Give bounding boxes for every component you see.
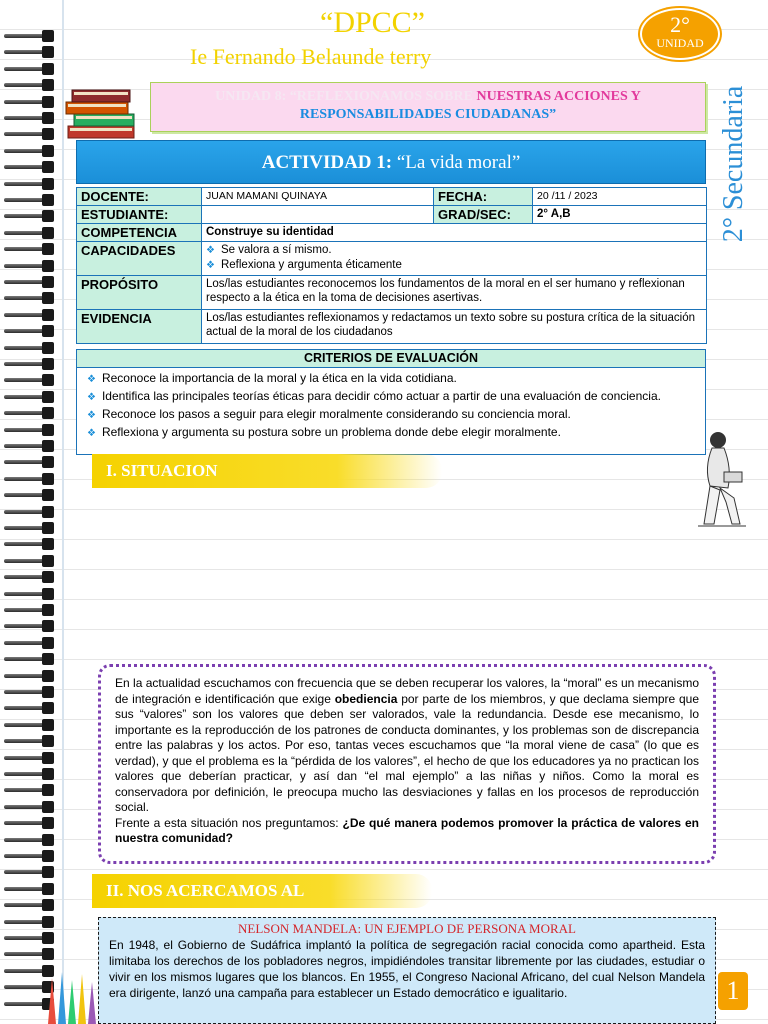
spiral-ring (4, 670, 56, 682)
books-icon (62, 76, 144, 146)
diamond-bullet-icon: ❖ (206, 260, 215, 271)
spiral-ring (4, 112, 56, 124)
section-situacion-banner: I. SITUACION (92, 454, 442, 488)
spiral-ring (4, 834, 56, 846)
diamond-bullet-icon: ❖ (87, 428, 96, 439)
spiral-ring (4, 932, 56, 944)
spiral-ring (4, 292, 56, 304)
spiral-ring (4, 735, 56, 747)
spiral-ring (4, 178, 56, 190)
spiral-ring (4, 817, 56, 829)
capacidades-label: CAPACIDADES (77, 242, 202, 276)
spiral-ring (4, 96, 56, 108)
spiral-ring (4, 784, 56, 796)
criteria-item: ❖ Reconoce los pasos a seguir para elegir moralmente considerando su conciencia moral. (87, 407, 571, 421)
spiral-ring (4, 850, 56, 862)
activity-label: ACTIVIDAD 1: (261, 152, 393, 173)
docente-label: DOCENTE: (77, 188, 202, 206)
spiral-ring (4, 46, 56, 58)
spiral-ring (4, 63, 56, 75)
spiral-ring (4, 801, 56, 813)
diamond-bullet-icon: ❖ (87, 392, 96, 403)
spiral-ring (4, 702, 56, 714)
spiral-ring (4, 571, 56, 583)
reading-student-icon (694, 428, 750, 532)
spiral-ring (4, 358, 56, 370)
spiral-ring (4, 555, 56, 567)
badge-label: UNIDAD (656, 36, 704, 50)
spiral-ring (4, 145, 56, 157)
spiral-ring (4, 243, 56, 255)
situation-paragraph: En la actualidad escuchamos con frecuencia que se deben recuperar los valores, la “moral” es un mecanismo de integración e identificación que exige obediencia por parte de los miembros, y que declama siempre que sus “valores” son los valores que deben ser valorados, vale la redundancia. Desde ese mecanismo, lo importante es la reproducción de los patrones de conducta dominantes, y los problemas son de discrepancia entre las palabras y los actos. Por eso, tantas veces escuchamos que “la moral viene de casa” (lo que es verdad), y que el problema es la “pérdida de los valores”, el hecho de que los educadores ya no practican los valores que deberían practicar, y así dan “el mal ejemplo” a las niñas y niños. Como la moral es conservadora por definición, le preocupa mucho las desviaciones y fallas en los procesos de reproducción social. (115, 676, 699, 814)
capacidad-item: ❖ Reflexiona y argumenta éticamente (206, 259, 402, 271)
grado-label: GRAD/SEC: (434, 206, 533, 224)
spiral-ring (4, 473, 56, 485)
spiral-ring (4, 79, 56, 91)
docente-value: JUAN MAMANI QUINAYA (202, 188, 434, 206)
spiral-binding (0, 30, 62, 1020)
estudiante-field[interactable] (202, 206, 434, 224)
spiral-ring (4, 309, 56, 321)
criteria-item: ❖ Identifica las principales teorías éticas para decidir cómo actuar a partir de una evaluación de conciencia. (87, 389, 661, 403)
margin-line (62, 0, 64, 1024)
criteria-item: ❖ Reconoce la importancia de la moral y la ética en la vida cotidiana. (87, 371, 457, 385)
mandela-text: En 1948, el Gobierno de Sudáfrica implantó la política de segregación racial conocida como apartheid. Esta limitaba los derechos de los pobladores negros, impidiéndoles transitar libremente por las ciudades, estudiar o vivir en los mismos lugares que los blancos. En 1955, el Congreso Nacional Africano, del cual Nelson Mandela era dirigente, lanzó una campaña para establecer un Estado democrático e igualitario. (109, 938, 705, 1000)
mandela-title: NELSON MANDELA: UN EJEMPLO DE PERSONA MORAL (237, 921, 576, 936)
section-acercamos-banner: II. NOS ACERCAMOS AL (92, 874, 432, 908)
spiral-ring (4, 194, 56, 206)
spiral-ring (4, 637, 56, 649)
criteria-item: ❖ Reflexiona y argumenta su postura sobre un problema donde debe elegir moralmente. (87, 425, 561, 439)
spiral-ring (4, 916, 56, 928)
competencia-label: COMPETENCIA (77, 224, 202, 242)
unit-line2: RESPONSABILIDADES CIUDADANAS” (299, 107, 557, 122)
proposito-label: PROPÓSITO (77, 276, 202, 310)
situation-question: Frente a esta situación nos preguntamos: ¿De qué manera podemos promover la práctica de valores en nuestra comunidad? (115, 815, 699, 845)
spiral-ring (4, 506, 56, 518)
spiral-ring (4, 276, 56, 288)
mandela-box (98, 917, 716, 1024)
spiral-ring (4, 866, 56, 878)
fecha-label: FECHA: (434, 188, 533, 206)
spiral-ring (4, 161, 56, 173)
spiral-ring (4, 588, 56, 600)
spiral-ring (4, 391, 56, 403)
unit-title-box (150, 82, 706, 132)
page-number: 1 (718, 972, 748, 1010)
spiral-ring (4, 342, 56, 354)
activity-info-table (76, 187, 707, 344)
grado-value: 2° A,B (533, 206, 707, 224)
spiral-ring (4, 604, 56, 616)
spiral-ring (4, 325, 56, 337)
spiral-ring (4, 686, 56, 698)
pencils-icon (40, 968, 102, 1024)
diamond-bullet-icon: ❖ (206, 245, 215, 256)
school-name: Ie Fernando Belaunde terry (190, 44, 432, 69)
spiral-ring (4, 522, 56, 534)
activity-title: “La vida moral” (396, 152, 521, 173)
activity-header (76, 140, 706, 184)
diamond-bullet-icon: ❖ (87, 374, 96, 385)
competencia-value: Construye su identidad (202, 224, 707, 242)
spiral-ring (4, 407, 56, 419)
spiral-ring (4, 456, 56, 468)
evidencia-label: EVIDENCIA (77, 310, 202, 344)
unit-prefix: UNIDAD 8: “REFLEXIONAMOS SOBRE (215, 89, 473, 104)
spiral-ring (4, 260, 56, 272)
capacidad-item: ❖ Se valora a sí mismo. (206, 244, 332, 256)
spiral-ring (4, 899, 56, 911)
spiral-ring (4, 374, 56, 386)
page-title: “DPCC” (320, 6, 425, 39)
estudiante-label: ESTUDIANTE: (77, 206, 202, 224)
grade-badge (640, 8, 720, 60)
proposito-value: Los/las estudiantes reconocemos los fundamentos de la moral en el ser humano y reflexionan respecto a la ética en la toma de decisiones asertivas. (202, 276, 707, 310)
unit-middle: NUESTRAS ACCIONES Y (476, 89, 641, 104)
spiral-ring (4, 30, 56, 42)
diamond-bullet-icon: ❖ (87, 410, 96, 421)
criteria-title: CRITERIOS DE EVALUACIÓN (77, 350, 705, 368)
spiral-ring (4, 719, 56, 731)
evidencia-value: Los/las estudiantes reflexionamos y redactamos un texto sobre su postura crítica de la situación actual de la moral de los ciudadanos (202, 310, 707, 344)
spiral-ring (4, 948, 56, 960)
vertical-text: 2° Secundaria (718, 85, 749, 243)
spiral-ring (4, 128, 56, 140)
spiral-ring (4, 227, 56, 239)
spiral-ring (4, 620, 56, 632)
fecha-value: 20 /11 / 2023 (533, 188, 707, 206)
criteria-list (77, 370, 705, 442)
spiral-ring (4, 538, 56, 550)
spiral-ring (4, 768, 56, 780)
spiral-ring (4, 489, 56, 501)
criteria-box (76, 349, 706, 455)
grade-vertical-label (712, 78, 752, 258)
badge-number: 2° (670, 12, 690, 37)
spiral-ring (4, 210, 56, 222)
capacidades-list (202, 242, 707, 276)
spiral-ring (4, 424, 56, 436)
spiral-ring (4, 883, 56, 895)
spiral-ring (4, 752, 56, 764)
situation-text-box (98, 664, 716, 864)
spiral-ring (4, 653, 56, 665)
spiral-ring (4, 440, 56, 452)
